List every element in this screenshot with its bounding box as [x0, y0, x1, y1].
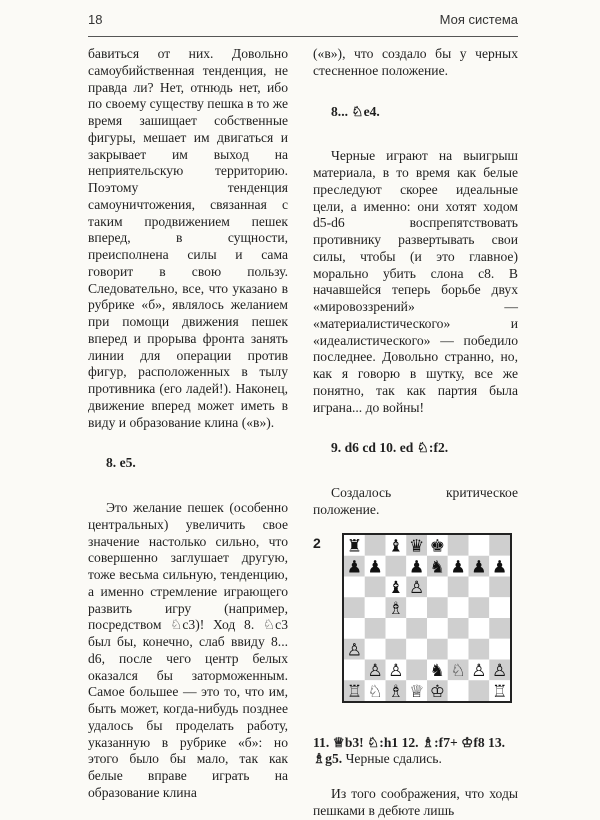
- chess-piece-f7: ♟: [450, 556, 466, 577]
- board-square: [406, 597, 427, 618]
- board-square: [365, 597, 386, 618]
- left-column: [88, 46, 288, 802]
- chess-piece-e7: ♞: [429, 556, 445, 577]
- chess-piece-a8: ♜: [346, 536, 362, 557]
- chess-board-svg: [344, 535, 510, 701]
- chess-piece-c8: ♝: [388, 536, 404, 557]
- board-square: [344, 659, 365, 680]
- chess-piece-a3: ♙: [346, 639, 362, 660]
- chess-piece-d6: ♙: [409, 577, 425, 598]
- chess-piece-d7: ♟: [409, 556, 425, 577]
- final-moves: [313, 735, 518, 769]
- chess-piece-e1: ♔: [429, 681, 445, 701]
- chess-piece-h1: ♖: [492, 681, 508, 701]
- chess-piece-a1: ♖: [346, 681, 362, 701]
- book-title: Моя система: [439, 12, 518, 27]
- chess-piece-g7: ♟: [471, 556, 487, 577]
- board-square: [427, 576, 448, 597]
- board-square: [489, 576, 510, 597]
- board-square: [469, 597, 490, 618]
- chess-piece-h2: ♙: [492, 660, 508, 681]
- board-square: [448, 597, 469, 618]
- board-square: [365, 638, 386, 659]
- board-square: [386, 618, 407, 639]
- board-square: [448, 535, 469, 556]
- chess-piece-e2: ♞: [429, 660, 445, 681]
- resignation-note: Черные сдались.: [345, 751, 442, 767]
- chess-piece-c5: ♗: [388, 598, 404, 619]
- board-square: [448, 618, 469, 639]
- board-square: [427, 638, 448, 659]
- board-square: [386, 638, 407, 659]
- move-notation: 8... ♘e4.: [331, 103, 380, 119]
- board-square: [448, 576, 469, 597]
- page-header: [88, 10, 518, 37]
- chess-piece-a7: ♟: [346, 556, 362, 577]
- board-square: [406, 638, 427, 659]
- board-square: [365, 576, 386, 597]
- chess-piece-h7: ♟: [492, 556, 508, 577]
- move-notation: 9. d6 cd 10. ed ♘:f2.: [331, 440, 449, 456]
- board-square: [365, 535, 386, 556]
- board-square: [448, 680, 469, 701]
- final-moves-text: 11. ♕b3! ♘:h1 12. ♗:f7+ ♔f8 13. ♗g5.: [313, 734, 506, 767]
- board-square: [489, 638, 510, 659]
- board-square: [406, 659, 427, 680]
- board-square: [365, 618, 386, 639]
- board-square: [469, 618, 490, 639]
- right-column: [313, 46, 518, 820]
- chess-piece-e8: ♚: [429, 536, 445, 557]
- right-paragraph-3: Создалось критическое положение.: [313, 485, 518, 517]
- chess-piece-b1: ♘: [367, 681, 383, 701]
- chess-piece-b7: ♟: [367, 556, 383, 577]
- board-square: [469, 680, 490, 701]
- chess-piece-g2: ♙: [471, 660, 487, 681]
- left-paragraph-1: бавиться от них. Довольно самоубийственная тенденция, не правда ли? Нет, отнюдь нет, ибо по своему существу пешка в то же время зашищает собственные фигуры, мешает им двигаться и закрывает им выход на неприятельскую территорию. Поэтому тенденция самоуничтожения, связанная с таким продвижением пешек вперед, в сущности, преисполнена силы и сама говорит в свою пользу. Следовательно, все, что указано в рубрике «б», являлось желанием при помощи движения пешек вперед и прорыва фронта занять линии для операции против фигур, расположенных в тылу противника (его ладей!). Наконец, движение вперед может иметь в виду и образование клина («в»).: [88, 46, 288, 430]
- board-square: [469, 535, 490, 556]
- diagram-number: 2: [313, 534, 321, 551]
- board-square: [344, 618, 365, 639]
- board-square: [469, 576, 490, 597]
- right-paragraph-2: Черные играют на выигрыш материала, в то время как белые преследуют скорее идеальные цели, а именно: они хотят ходом d5-d6 воспрепятствовать противнику развертывать свои силы, чтобы (и это главное) морально убить слона c8. В начавшейся теперь борьбе двух «мировоззрений» — «материалистического» и «идеалистического» — победило последнее. Довольно странно, но, как я говорю в шутку, все же понятно, так как партия была играна... до войны!: [313, 148, 518, 415]
- board-square: [344, 597, 365, 618]
- chess-piece-b2: ♙: [367, 660, 383, 681]
- board-square: [406, 618, 427, 639]
- board-square: [344, 576, 365, 597]
- move-notation: 8. e5.: [106, 455, 136, 471]
- right-paragraph-1: («в»), что создало бы у черных стесненное положение.: [313, 46, 518, 78]
- board-square: [489, 597, 510, 618]
- board-square: [427, 597, 448, 618]
- chess-piece-c1: ♗: [388, 681, 404, 701]
- right-paragraph-4: Из того соображения, что ходы пешками в дебюте лишь: [313, 786, 518, 818]
- chess-piece-c2: ♙: [388, 660, 404, 681]
- board-square: [448, 638, 469, 659]
- chess-piece-c6: ♝: [388, 577, 404, 598]
- board-square: [469, 638, 490, 659]
- board-square: [489, 535, 510, 556]
- left-paragraph-2: Это желание пешек (особенно центральных) увеличить свое значение настолько сильно, что совершенно заглушает другую, тоже весьма сильную, тенденцию, а именно стремление играющего развить игру (например, посредством ♘c3)! Ход 8. ♘c3 был бы, конечно, слаб ввиду 8... d6, после чего центр белых оказался бы заторможенным. Самое большее — это то, что им, быть может, когда-нибудь позднее удалось бы проделать работу, указанную в рубрике «б»: но этого было бы мало, так как белые вправе играть на образование клина: [88, 500, 288, 800]
- page-number: 18: [88, 12, 103, 27]
- chess-piece-d1: ♕: [409, 681, 425, 701]
- chess-diagram: [313, 533, 518, 733]
- board-square: [386, 555, 407, 576]
- chess-board: [342, 533, 512, 703]
- board-square: [427, 618, 448, 639]
- chess-piece-d8: ♛: [409, 536, 425, 557]
- board-square: [489, 618, 510, 639]
- chess-piece-f2: ♘: [450, 660, 466, 681]
